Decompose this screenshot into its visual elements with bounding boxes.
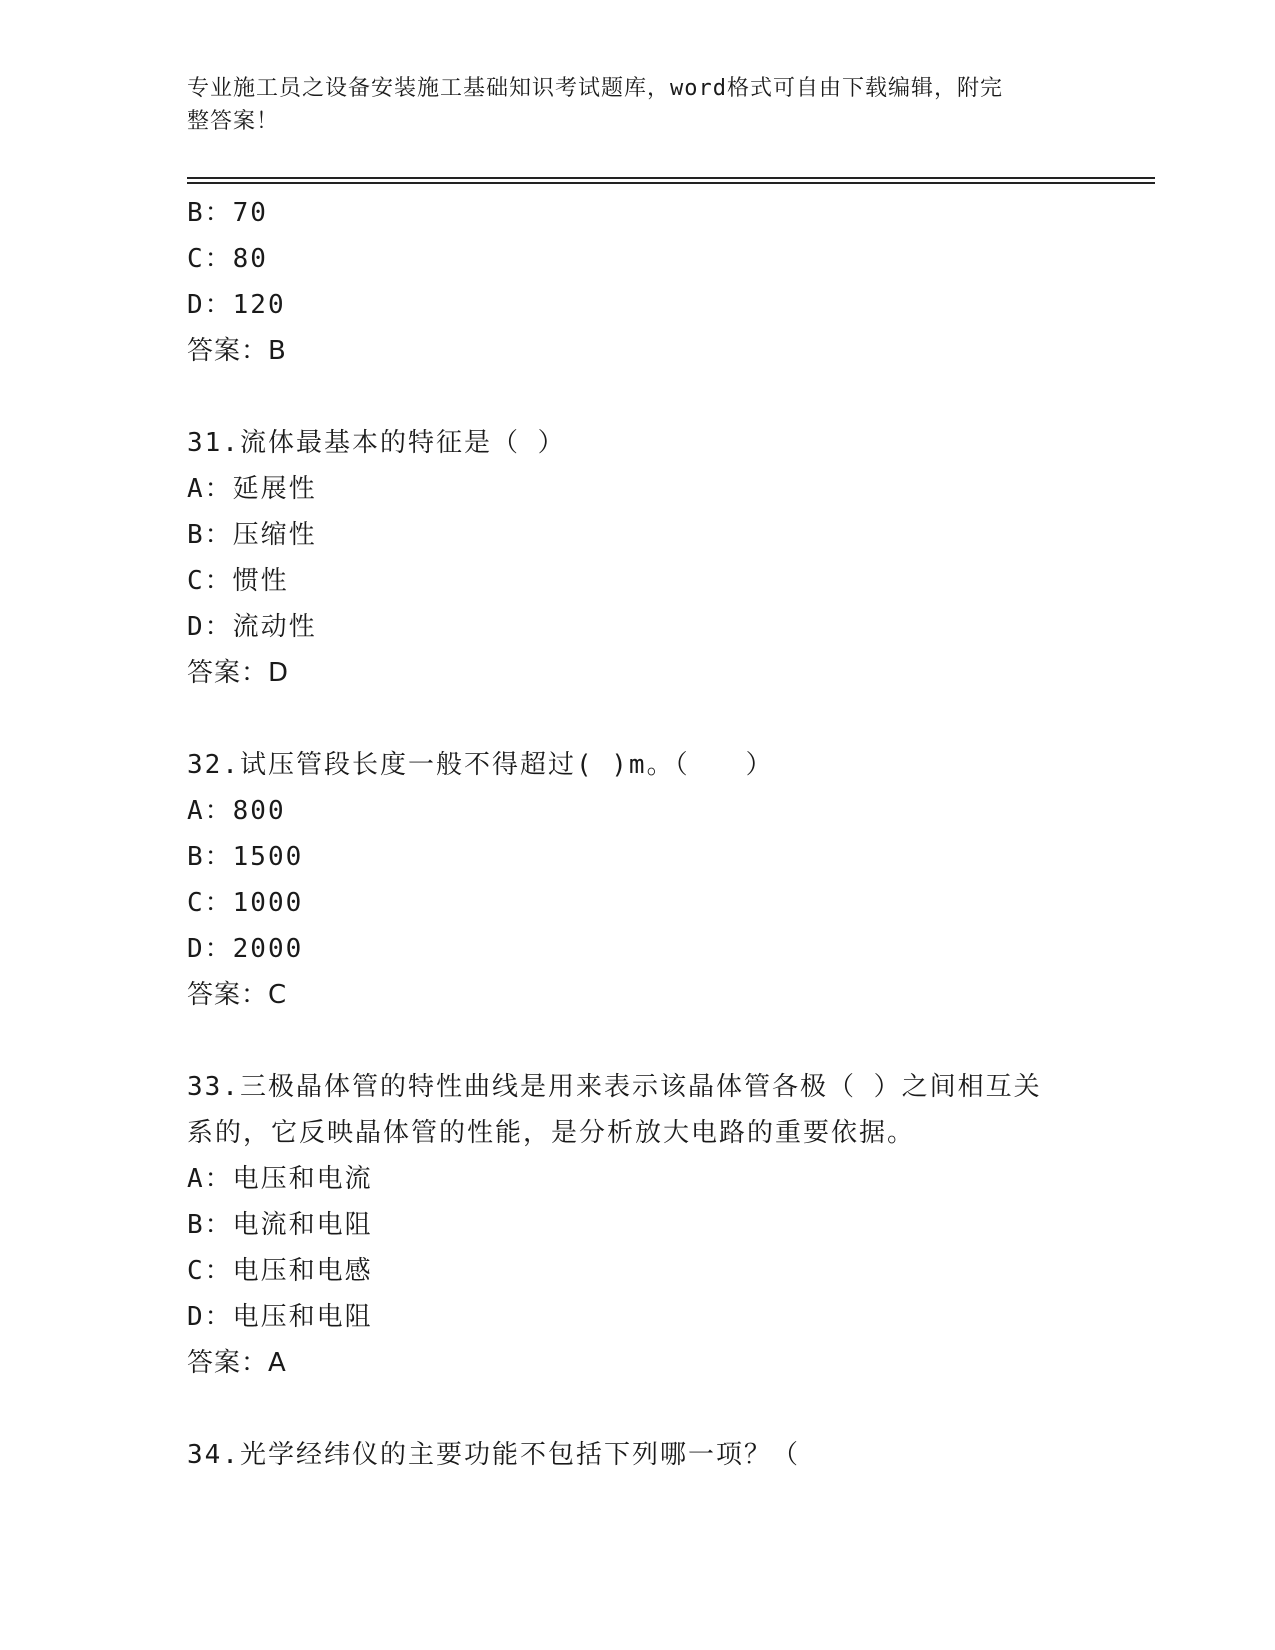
answer-line: 答案：D: [187, 658, 290, 688]
header-line-1: 专业施工员之设备安装施工基础知识考试题库，word格式可自由下载编辑，附完: [187, 76, 1003, 101]
question-31: [187, 420, 1087, 696]
spacer: [187, 1386, 1087, 1432]
question-text-line-1: 33.三极晶体管的特性曲线是用来表示该晶体管各极（ ）之间相互关: [187, 1072, 1042, 1102]
question-32: [187, 742, 1087, 1018]
option-c: C：惯性: [187, 566, 289, 596]
header-line-2: 整答案！: [187, 109, 280, 134]
header-rule-top: [187, 177, 1155, 179]
option-d: D：120: [187, 290, 286, 320]
question-text: 34.光学经纬仪的主要功能不包括下列哪一项？（: [187, 1440, 800, 1470]
option-a: A：延展性: [187, 474, 317, 504]
spacer: [187, 374, 1087, 420]
option-c: C：80: [187, 244, 268, 274]
option-a: A：电压和电流: [187, 1164, 373, 1194]
question-text: 32.试压管段长度一般不得超过( )m。（ ）: [187, 750, 774, 780]
option-a: A：800: [187, 796, 286, 826]
option-b: B：电流和电阻: [187, 1210, 373, 1240]
question-text-line-2: 系的，它反映晶体管的性能，是分析放大电路的重要依据。: [187, 1118, 916, 1148]
answer-line: 答案：B: [187, 336, 287, 366]
option-d: D：2000: [187, 934, 304, 964]
option-c: C：1000: [187, 888, 304, 918]
option-d: D：电压和电阻: [187, 1302, 373, 1332]
question-text: 31.流体最基本的特征是（ ）: [187, 428, 566, 458]
option-b: B：1500: [187, 842, 304, 872]
option-b: B：压缩性: [187, 520, 317, 550]
question-30-continued: [187, 190, 1087, 374]
header-rule-bottom: [187, 182, 1155, 184]
document-header: [187, 72, 1067, 138]
option-b: B：70: [187, 198, 268, 228]
spacer: [187, 696, 1087, 742]
option-d: D：流动性: [187, 612, 317, 642]
spacer: [187, 1018, 1087, 1064]
answer-line: 答案：A: [187, 1348, 287, 1378]
question-34: [187, 1432, 1087, 1478]
question-list: [187, 190, 1087, 1478]
answer-line: 答案：C: [187, 980, 288, 1010]
option-c: C：电压和电感: [187, 1256, 373, 1286]
question-33: [187, 1064, 1087, 1386]
